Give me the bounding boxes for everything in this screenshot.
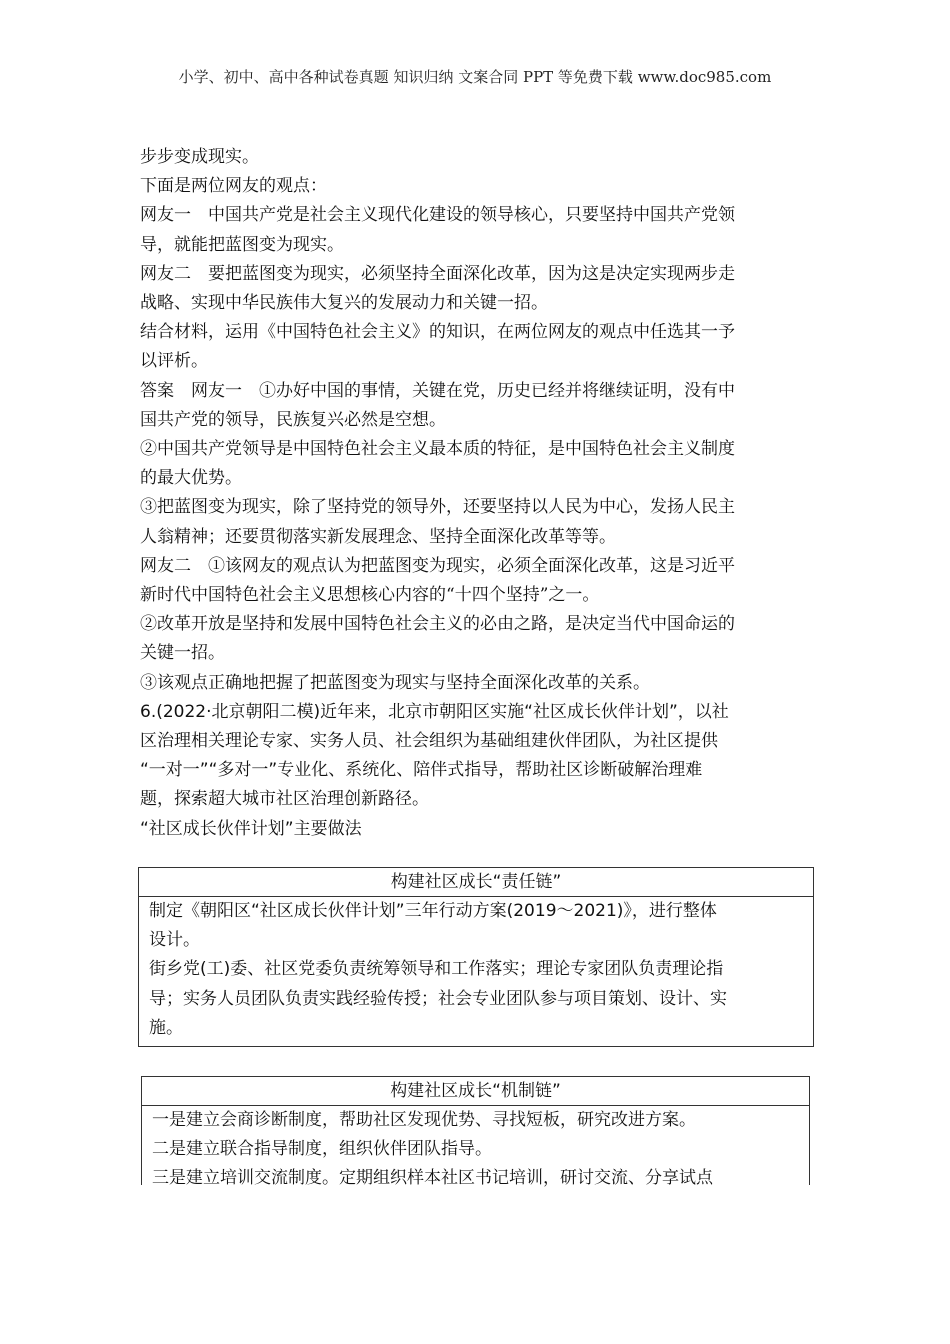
text-line: 战略、实现中华民族伟大复兴的发展动力和关键一招。 xyxy=(140,293,548,314)
text-line: 人翁精神；还要贯彻落实新发展理念、坚持全面深化改革等等。 xyxy=(140,526,616,547)
text-line: 国共产党的领导，民族复兴必然是空想。 xyxy=(140,409,446,430)
text-line: 步步变成现实。 xyxy=(140,147,259,167)
table-text-line: 街乡党(工)委、社区党委负责统筹领导和工作落实；理论专家团队负责理论指 xyxy=(149,959,724,980)
text-line: ③该观点正确地把握了把蓝图变为现实与坚持全面深化改革的关系。 xyxy=(140,672,650,693)
table-text-line: 三是建立培训交流制度。定期组织样本社区书记培训，研讨交流、分享试点 xyxy=(152,1168,713,1189)
mechanism-chain-table xyxy=(141,1076,810,1189)
text-line: 区治理相关理论专家、实务人员、社会组织为基础组建伙伴团队，为社区提供 xyxy=(140,731,718,752)
document-body xyxy=(140,143,812,844)
text-line: 下面是两位网友的观点： xyxy=(140,176,327,197)
text-line: 题，探索超大城市社区治理创新路径。 xyxy=(140,789,429,810)
table-text-line: 制定《朝阳区“社区成长伙伴计划”三年行动方案(2019～2021)》，进行整体 xyxy=(149,901,717,921)
table-text-line: 二是建立联合指导制度，组织伙伴团队指导。 xyxy=(152,1139,492,1160)
text-line: 网友二 ①该网友的观点认为把蓝图变为现实，必须全面深化改革，这是习近平 xyxy=(140,555,735,576)
text-line: 关键一招。 xyxy=(140,643,225,664)
text-line: ②改革开放是坚持和发展中国特色社会主义的必由之路，是决定当代中国命运的 xyxy=(140,614,735,635)
table-body xyxy=(139,897,813,1043)
text-line: “一对一”“多对一”专业化、系统化、陪伴式指导，帮助社区诊断破解治理难 xyxy=(140,760,703,781)
text-line: 新时代中国特色社会主义思想核心内容的“十四个坚持”之一。 xyxy=(140,585,600,606)
text-line: 网友二 要把蓝图变为现实，必须坚持全面深化改革，因为这是决定实现两步走 xyxy=(140,263,735,284)
text-line: ③把蓝图变为现实，除了坚持党的领导外，还要坚持以人民为中心，发扬人民主 xyxy=(140,497,735,518)
table-text-line: 设计。 xyxy=(149,930,200,951)
table-text-line: 施。 xyxy=(149,1017,183,1038)
text-line: 结合材料，运用《中国特色社会主义》的知识，在两位网友的观点中任选其一予 xyxy=(140,322,735,343)
text-line: 的最大优势。 xyxy=(140,468,242,489)
table-text-line: 一是建立会商诊断制度，帮助社区发现优势、寻找短板，研究改进方案。 xyxy=(152,1110,696,1130)
table-body xyxy=(142,1106,809,1194)
table-title: 构建社区成长“机制链” xyxy=(142,1077,809,1106)
responsibility-chain-table xyxy=(138,867,814,1047)
table-text-line: 导；实务人员团队负责实践经验传授；社会专业团队参与项目策划、设计、实 xyxy=(149,988,727,1009)
text-line: “社区成长伙伴计划”主要做法 xyxy=(140,818,362,839)
text-line: 网友一 中国共产党是社会主义现代化建设的领导核心，只要坚持中国共产党领 xyxy=(140,205,735,226)
text-line: 答案 网友一 ①办好中国的事情，关键在党，历史已经并将继续证明，没有中 xyxy=(140,380,735,401)
text-line: ②中国共产党领导是中国特色社会主义最本质的特征，是中国特色社会主义制度 xyxy=(140,439,735,460)
text-line: 以评析。 xyxy=(140,351,208,372)
page-header-banner: 小学、初中、高中各种试卷真题 知识归纳 文案合同 PPT 等免费下载 www.doc985.com xyxy=(178,68,772,86)
text-line: 6.(2022·北京朝阳二模)近年来，北京市朝阳区实施“社区成长伙伴计划”，以社 xyxy=(140,701,729,722)
text-line: 导，就能把蓝图变为现实。 xyxy=(140,234,344,255)
table-title: 构建社区成长“责任链” xyxy=(139,868,813,897)
